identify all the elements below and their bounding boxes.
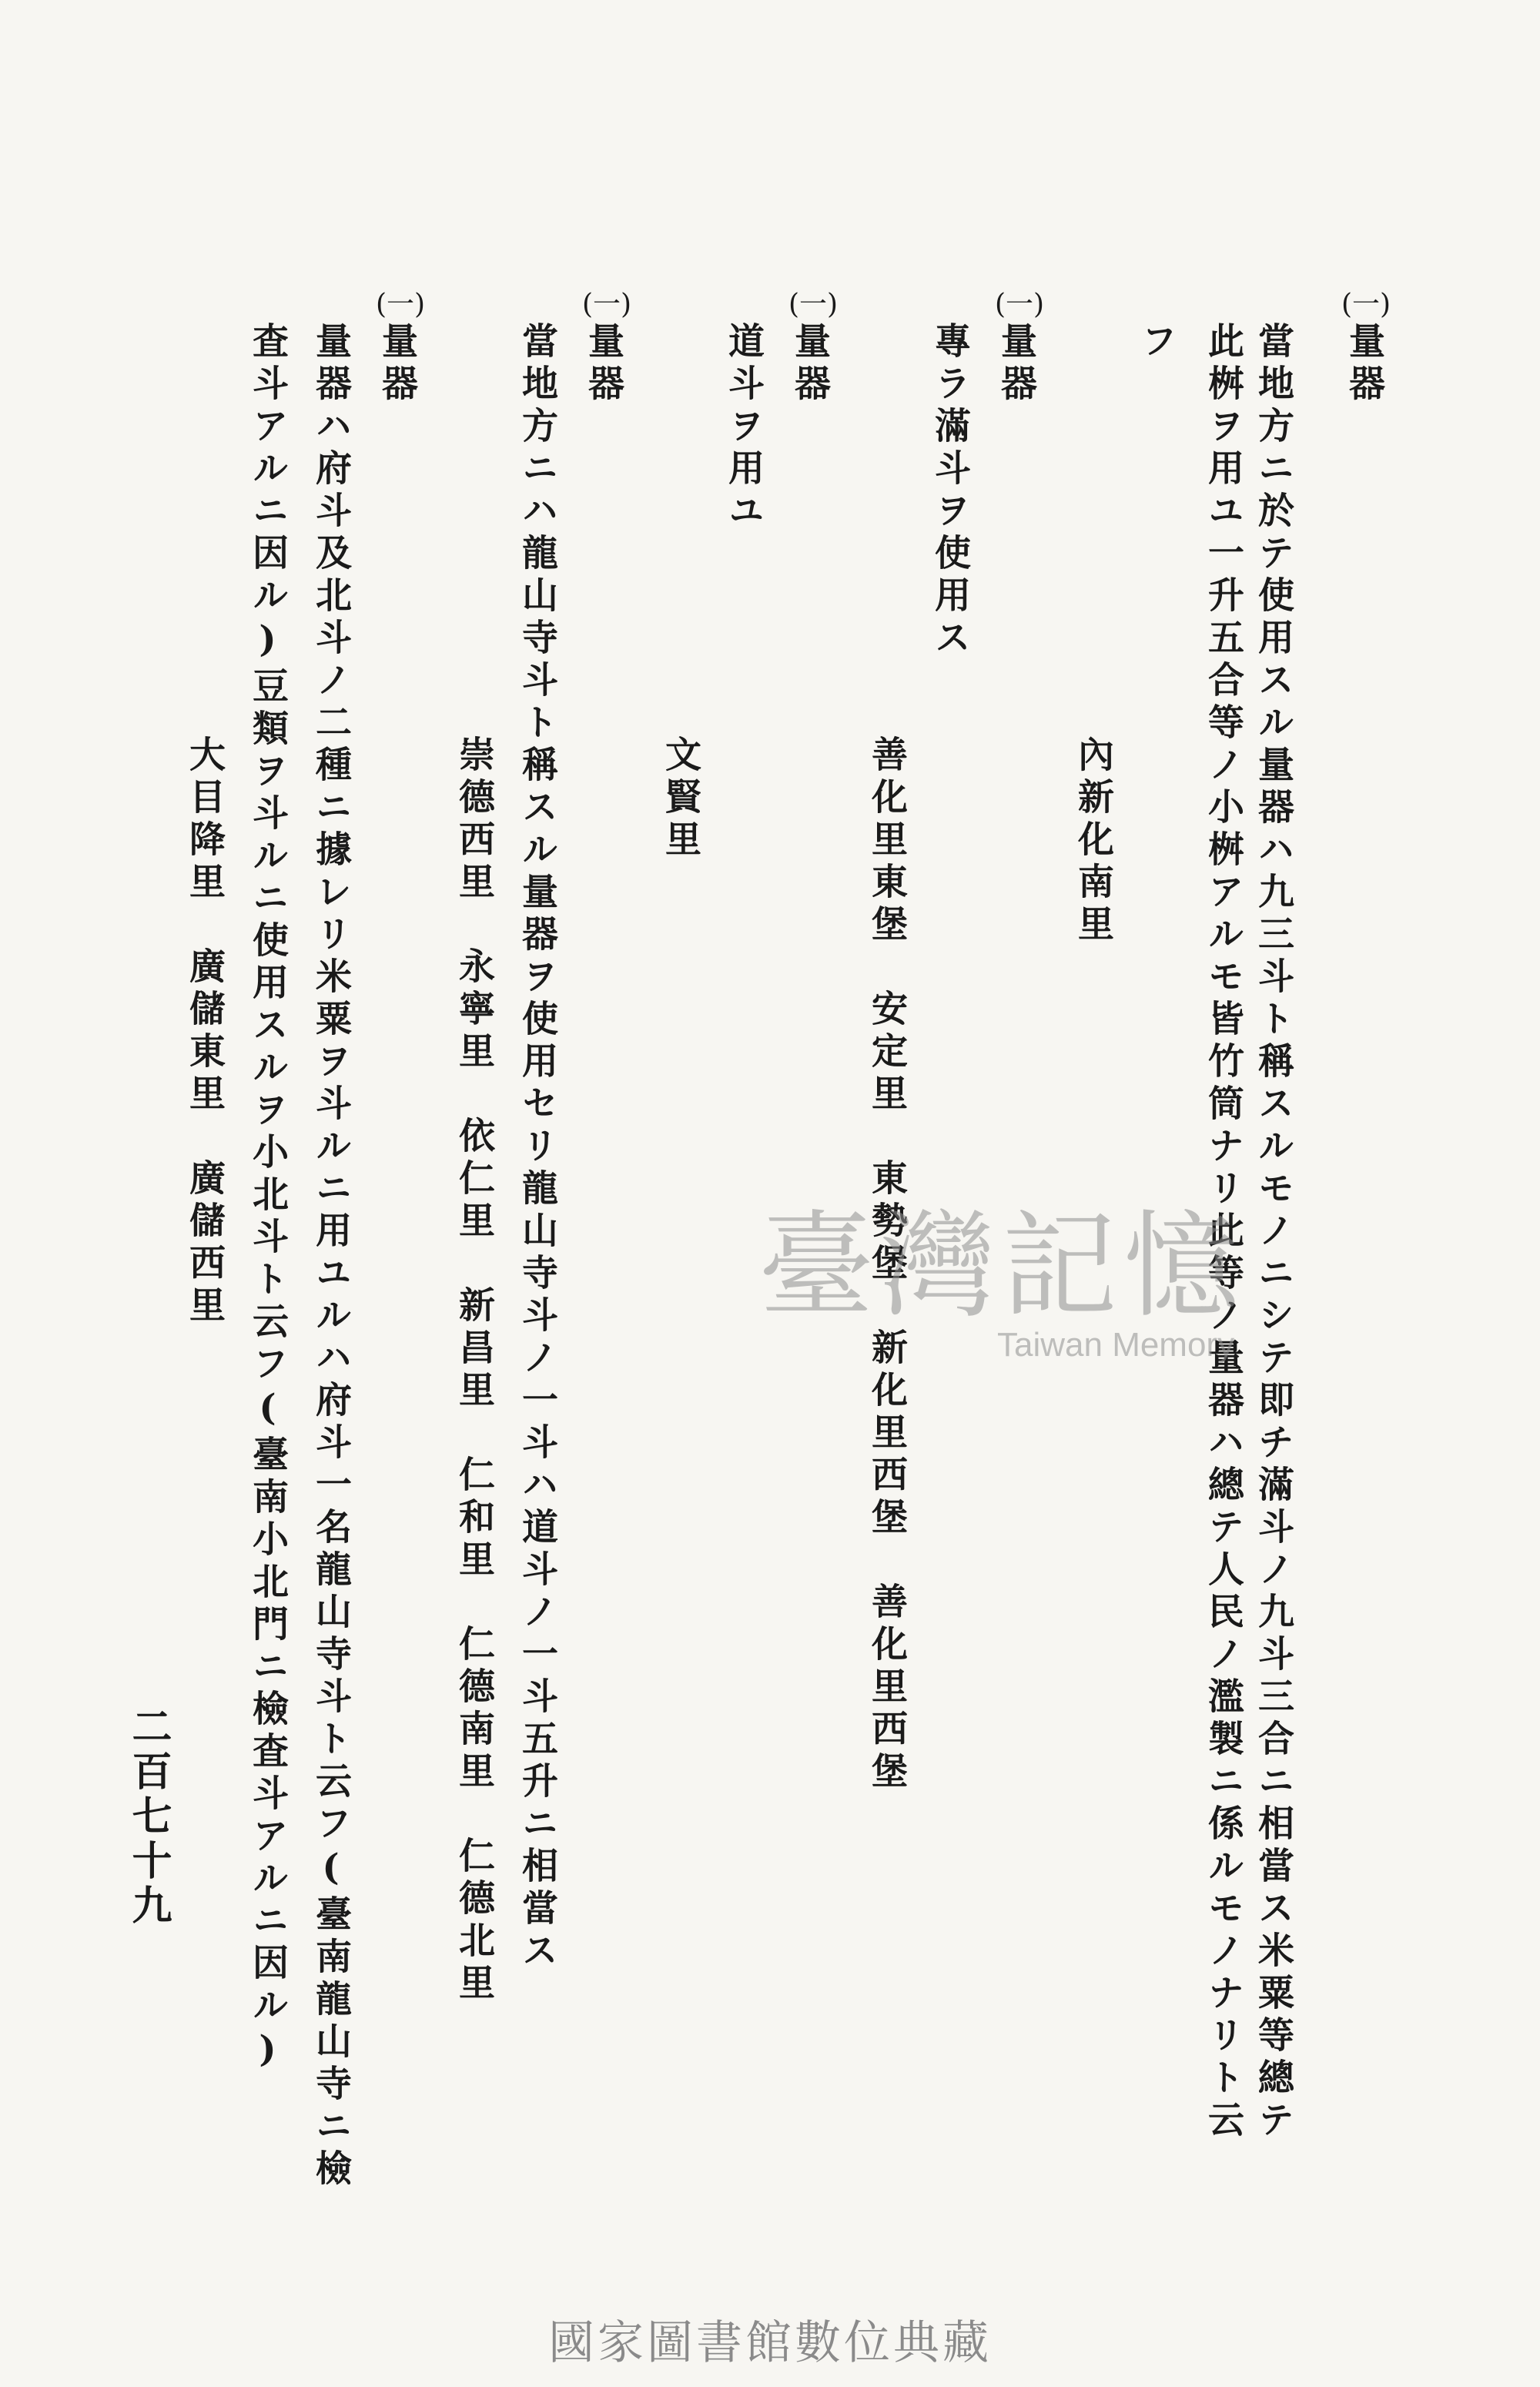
- section-3-heading: 量器: [788, 322, 831, 407]
- section-1-places: 內新化南里: [1072, 735, 1114, 947]
- section-2-marker: (一): [995, 289, 1045, 320]
- section-2-heading: 量器: [995, 322, 1037, 407]
- section-5-places: 大目降里 廣儲東里 廣儲西里: [183, 735, 226, 1328]
- watermark-subtitle: Taiwan Memory: [997, 1326, 1235, 1364]
- watermark-title: 臺灣記憶: [758, 1200, 1246, 1334]
- section-1-line-3: フ: [1135, 322, 1177, 364]
- section-5-heading: 量器: [376, 322, 418, 407]
- section-4-heading: 量器: [582, 322, 624, 407]
- section-1-line-1: 當地方ニ於テ使用スル量器ハ九三斗ト稱スルモノニシテ即チ滿斗ノ九斗三合ニ相當ス米粟等總テ: [1252, 322, 1294, 2143]
- footer-collection-label: 國家圖書館數位典藏: [548, 2316, 992, 2370]
- page-number: 二百七十九: [125, 1706, 172, 1929]
- section-3-marker: (一): [788, 289, 839, 320]
- section-3-places: 文賢里: [659, 735, 701, 862]
- section-5-marker: (一): [376, 289, 426, 320]
- section-1-heading: 量器: [1343, 322, 1385, 407]
- section-2-line-1: 專ラ滿斗ヲ使用ス: [929, 322, 971, 661]
- section-2-places: 善化里東堡 安定里 東勢堡 新化里西堡 善化里西堡: [865, 735, 908, 1794]
- section-4-line-1: 當地方ニハ龍山寺斗ト稱スル量器ヲ使用セリ龍山寺斗ノ一斗ハ道斗ノ一斗五升ニ相當ス: [516, 322, 558, 1974]
- section-3-line-1: 道斗ヲ用ユ: [722, 322, 765, 534]
- section-1-marker: (一): [1341, 289, 1391, 320]
- section-1-line-2: 此桝ヲ用ユ一升五合等ノ小桝アルモ皆竹筒ナリ此等ノ量器ハ總テ人民ノ濫製ニ係ルモノナリト云: [1202, 322, 1244, 2143]
- section-5-line-1: 量器ハ府斗及北斗ノ二種ニ據レリ米粟ヲ斗ルニ用ユルハ府斗一名龍山寺斗ト云フ(臺南龍山寺ニ檢: [310, 322, 352, 2191]
- section-4-marker: (一): [582, 289, 632, 320]
- section-5-line-2: 査斗アルニ因ル)豆類ヲ斗ルニ使用スルヲ小北斗ト云フ(臺南小北門ニ檢査斗アルニ因ル): [246, 322, 289, 2077]
- section-4-places: 崇德西里 永寧里 依仁里 新昌里 仁和里 仁德南里 仁德北里: [453, 735, 495, 2006]
